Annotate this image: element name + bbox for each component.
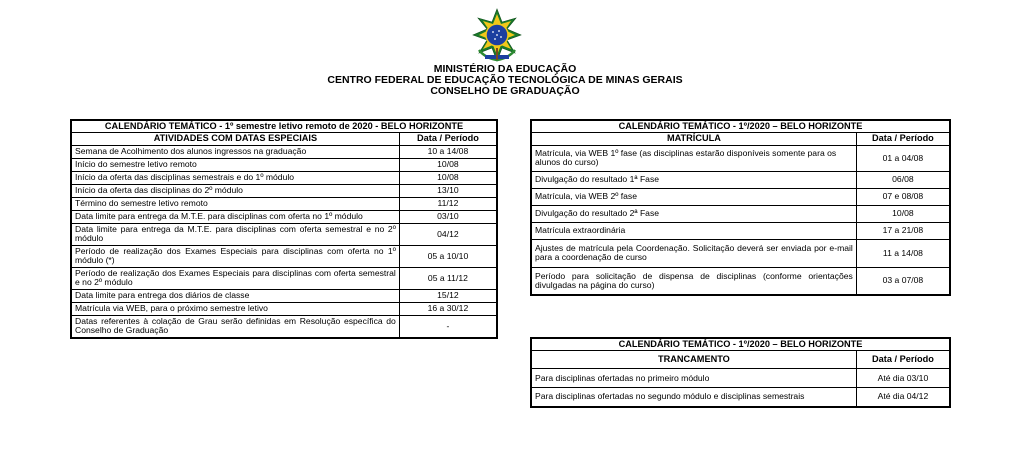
date-cell: Até dia 03/10	[856, 369, 950, 388]
table-row	[531, 369, 950, 388]
table-row	[71, 158, 497, 171]
activity-cell: Início da oferta das disciplinas semestrais e do 1º módulo	[71, 171, 399, 184]
activity-cell: Período para solicitação de dispensa de disciplinas (conforme orientações divulgadas na página do curso)	[531, 267, 856, 295]
column-header-enrollment: MATRÍCULA	[531, 133, 856, 145]
table-row	[71, 145, 497, 158]
header-line-council: CONSELHO DE GRADUAÇÃO	[430, 85, 580, 97]
header-line-ministry: MINISTÉRIO DA EDUCAÇÃO	[433, 63, 577, 75]
activity-cell: Ajustes de matrícula pela Coordenação. Solicitação deverá ser enviada por e-mail para a coordenação de curso	[531, 239, 856, 267]
column-header-date: Data / Período	[399, 133, 497, 145]
table-row	[531, 205, 950, 222]
withdrawal-table	[530, 337, 951, 408]
date-cell: 15/12	[399, 289, 497, 302]
date-cell: -	[399, 315, 497, 337]
date-cell: 05 a 11/12	[399, 267, 497, 289]
table-title: CALENDÁRIO TEMÁTICO - 1º semestre letivo remoto de 2020 - BELO HORIZONTE	[71, 120, 497, 133]
activity-cell: Para disciplinas ofertadas no primeiro módulo	[531, 369, 856, 388]
date-cell: 10/08	[856, 205, 950, 222]
date-cell: 17 a 21/08	[856, 222, 950, 239]
header-line-institution: CENTRO FEDERAL DE EDUCAÇÃO TECNOLÓGICA DE MINAS GERAIS	[327, 74, 683, 86]
table-row	[531, 239, 950, 267]
date-cell: 13/10	[399, 184, 497, 197]
table-row	[71, 223, 497, 245]
table-row	[71, 171, 497, 184]
date-cell: 16 a 30/12	[399, 302, 497, 315]
table-row	[71, 197, 497, 210]
activity-cell: Início do semestre letivo remoto	[71, 158, 399, 171]
table-row	[71, 184, 497, 197]
date-cell: 05 a 10/10	[399, 245, 497, 267]
activity-cell: Matrícula extraordinária	[531, 222, 856, 239]
activity-cell: Para disciplinas ofertadas no segundo módulo e disciplinas semestrais	[531, 388, 856, 407]
table-row	[531, 171, 950, 188]
date-cell: 10 a 14/08	[399, 145, 497, 158]
date-cell: 10/08	[399, 171, 497, 184]
date-cell: Até dia 04/12	[856, 388, 950, 407]
activity-cell: Data limite para entrega da M.T.E. para disciplinas com oferta semestral e no 2º módulo	[71, 223, 399, 245]
table-row	[531, 145, 950, 171]
column-header-withdrawal: TRANCAMENTO	[531, 351, 856, 369]
date-cell: 04/12	[399, 223, 497, 245]
activity-cell: Semana de Acolhimento dos alunos ingressos na graduação	[71, 145, 399, 158]
activity-cell: Data limite para entrega da M.T.E. para disciplinas com oferta no 1º módulo	[71, 210, 399, 223]
table-row	[71, 302, 497, 315]
activity-cell: Data limite para entrega dos diários de classe	[71, 289, 399, 302]
table-row	[531, 222, 950, 239]
table-row	[71, 267, 497, 289]
activity-cell: Término do semestre letivo remoto	[71, 197, 399, 210]
institution-header	[0, 64, 1010, 97]
date-cell: 03 a 07/08	[856, 267, 950, 295]
date-cell: 03/10	[399, 210, 497, 223]
activity-cell: Divulgação do resultado 1ª Fase	[531, 171, 856, 188]
column-header-activity: ATIVIDADES COM DATAS ESPECIAIS	[71, 133, 399, 145]
table-row	[531, 388, 950, 407]
activity-cell: Matrícula via WEB, para o próximo semestre letivo	[71, 302, 399, 315]
column-header-date: Data / Período	[856, 133, 950, 145]
activity-cell: Período de realização dos Exames Especiais para disciplinas com oferta no 1º módulo (*)	[71, 245, 399, 267]
date-cell: 07 e 08/08	[856, 188, 950, 205]
activity-cell: Período de realização dos Exames Especiais para disciplinas com oferta semestral e no 2º módulo	[71, 267, 399, 289]
date-cell: 11 a 14/08	[856, 239, 950, 267]
table-row	[71, 289, 497, 302]
table-title: CALENDÁRIO TEMÁTICO - 1º/2020 – BELO HORIZONTE	[531, 338, 950, 351]
activity-cell: Datas referentes à colação de Grau serão definidas em Resolução específica do Conselho de Graduação	[71, 315, 399, 337]
table-row	[531, 188, 950, 205]
date-cell: 11/12	[399, 197, 497, 210]
activity-cell: Matrícula, via WEB 2º fase	[531, 188, 856, 205]
activity-cell: Matrícula, via WEB 1º fase (as disciplinas estarão disponíveis somente para os alunos do curso)	[531, 145, 856, 171]
special-dates-table	[70, 119, 498, 339]
table-row	[71, 210, 497, 223]
table-title: CALENDÁRIO TEMÁTICO - 1º/2020 – BELO HORIZONTE	[531, 120, 950, 133]
date-cell: 01 a 04/08	[856, 145, 950, 171]
table-row	[531, 267, 950, 295]
date-cell: 10/08	[399, 158, 497, 171]
table-row	[71, 315, 497, 337]
activity-cell: Divulgação do resultado 2ª Fase	[531, 205, 856, 222]
enrollment-table	[530, 119, 951, 296]
date-cell: 06/08	[856, 171, 950, 188]
coat-of-arms-icon	[471, 8, 523, 62]
column-header-date: Data / Período	[856, 351, 950, 369]
table-row	[71, 245, 497, 267]
activity-cell: Início da oferta das disciplinas do 2º módulo	[71, 184, 399, 197]
